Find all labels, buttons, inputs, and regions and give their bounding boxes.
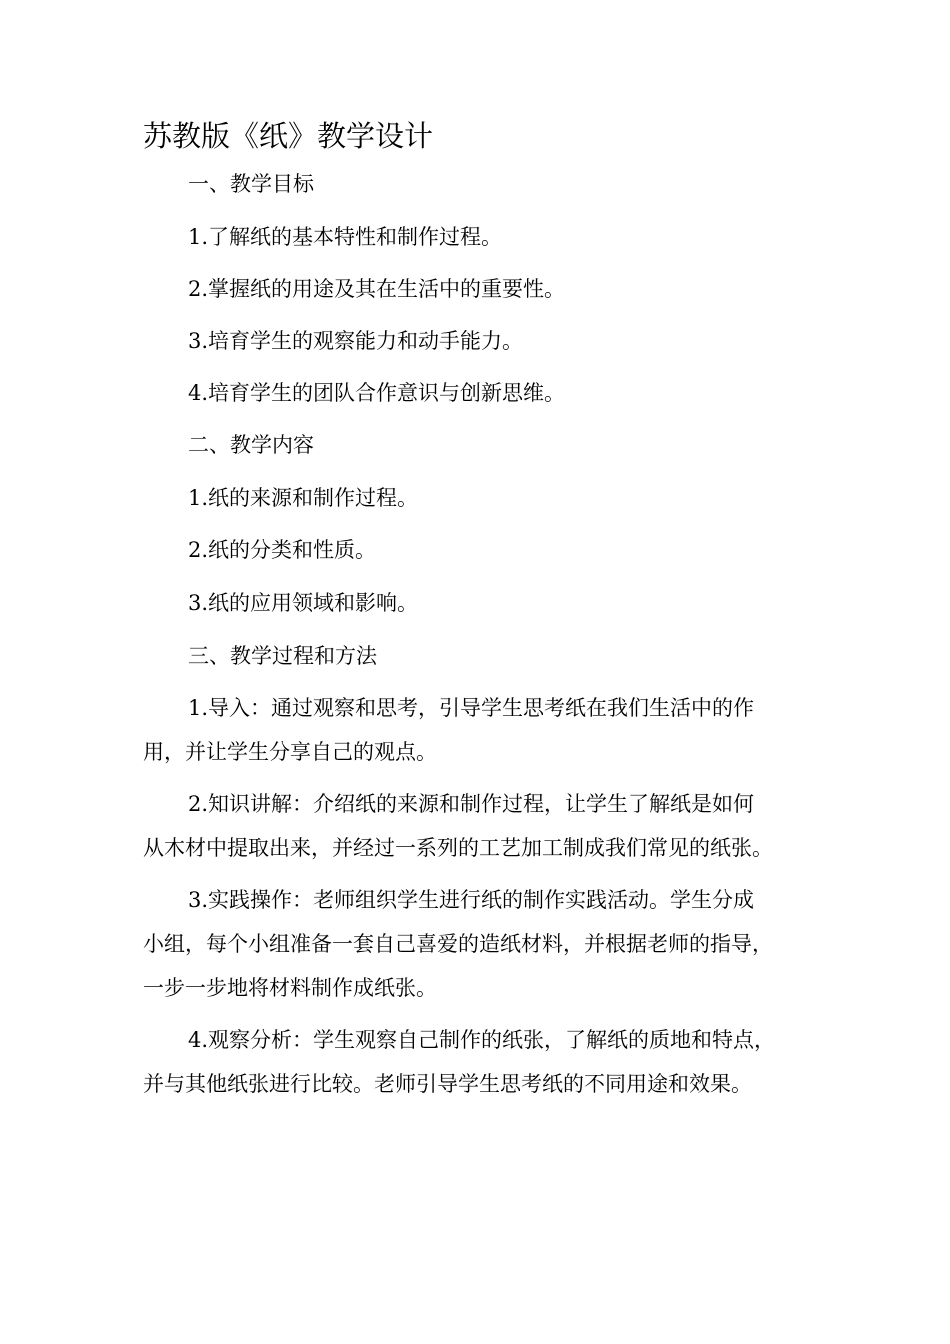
objective-item-2: 2.掌握纸的用途及其在生活中的重要性。 bbox=[188, 277, 566, 301]
paragraph-line: 3.实践操作：老师组织学生进行纸的制作实践活动。学生分成 bbox=[188, 888, 755, 912]
paragraph-line: 从木材中提取出来，并经过一系列的工艺加工制成我们常见的纸张。 bbox=[143, 836, 773, 860]
paragraph-line: 一步一步地将材料制作成纸张。 bbox=[143, 976, 437, 1000]
content-item-1: 1.纸的来源和制作过程。 bbox=[188, 486, 419, 510]
objective-item-1: 1.了解纸的基本特性和制作过程。 bbox=[188, 225, 503, 249]
content-item-2: 2.纸的分类和性质。 bbox=[188, 538, 377, 562]
objective-item-4: 4.培育学生的团队合作意识与创新思维。 bbox=[188, 381, 566, 405]
paragraph-line: 4.观察分析：学生观察自己制作的纸张，了解纸的质地和特点， bbox=[188, 1028, 776, 1052]
process-paragraph-4 bbox=[143, 1018, 808, 1106]
paragraph-line: 1.导入：通过观察和思考，引导学生思考纸在我们生活中的作 bbox=[188, 696, 755, 720]
section-heading-content: 二、教学内容 bbox=[188, 433, 314, 457]
section-heading-objectives: 一、教学目标 bbox=[188, 172, 314, 196]
process-paragraph-2 bbox=[143, 782, 808, 870]
paragraph-line: 并与其他纸张进行比较。老师引导学生思考纸的不同用途和效果。 bbox=[143, 1072, 752, 1096]
paragraph-line: 2.知识讲解：介绍纸的来源和制作过程，让学生了解纸是如何 bbox=[188, 792, 755, 816]
document-title: 苏教版《纸》教学设计 bbox=[143, 119, 434, 153]
section-heading-process: 三、教学过程和方法 bbox=[188, 644, 377, 668]
paragraph-line: 小组，每个小组准备一套自己喜爱的造纸材料，并根据老师的指导， bbox=[143, 932, 773, 956]
content-item-3: 3.纸的应用领域和影响。 bbox=[188, 591, 419, 615]
objective-item-3: 3.培育学生的观察能力和动手能力。 bbox=[188, 329, 524, 353]
process-paragraph-1 bbox=[143, 686, 808, 774]
paragraph-line: 用，并让学生分享自己的观点。 bbox=[143, 740, 437, 764]
process-paragraph-3 bbox=[143, 878, 808, 1010]
